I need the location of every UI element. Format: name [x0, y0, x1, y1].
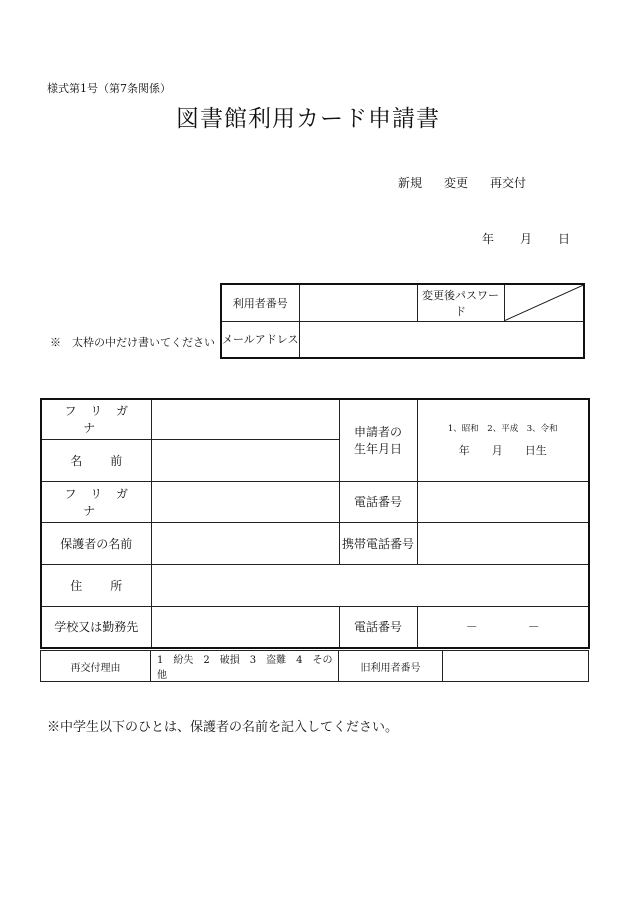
bold-frame-note: ※ 太枠の中だけ書いてください — [50, 336, 215, 349]
form-reference: 様式第1号（第7条関係） — [47, 82, 171, 95]
date-day-label: 日 — [558, 232, 571, 246]
password-crossed-field — [504, 284, 584, 321]
school-phone-field[interactable] — [417, 606, 589, 648]
address-label: 住所 — [41, 564, 151, 606]
address-field[interactable] — [151, 564, 589, 606]
birth-day-label: 日生 — [524, 444, 547, 458]
guardian-furigana-field[interactable] — [151, 481, 339, 522]
phone-label: 電話番号 — [339, 481, 417, 522]
reissue-table — [40, 650, 589, 682]
type-reissue[interactable]: 再交付 — [490, 176, 527, 190]
guardian-footnote: ※中学生以下のひとは、保護者の名前を記入してください。 — [47, 720, 399, 735]
furigana-label: フリガナ — [41, 399, 151, 439]
birthdate-field[interactable] — [417, 399, 589, 481]
school-work-label: 学校又は勤務先 — [41, 606, 151, 648]
name-field[interactable] — [151, 439, 339, 481]
birth-month-label: 月 — [491, 444, 503, 458]
date-month-label: 月 — [520, 232, 533, 246]
reissue-reason-label: 再交付理由 — [41, 651, 151, 682]
applicant-info-table — [40, 398, 590, 649]
phone-dash-2: － — [527, 620, 540, 635]
name-label: 名前 — [41, 439, 151, 481]
old-user-number-label: 旧利用者番号 — [339, 651, 443, 682]
new-password-label: 変更後パスワード — [417, 284, 504, 321]
email-field[interactable] — [299, 321, 584, 358]
application-type-options — [398, 174, 526, 191]
phone-dash-1: － — [465, 620, 478, 635]
application-date — [482, 230, 570, 247]
reissue-reason-options[interactable]: 1 紛失 2 破損 3 盗難 4 その他 — [151, 651, 339, 682]
email-label: メールアドレス — [221, 321, 299, 358]
mobile-phone-field[interactable] — [417, 522, 589, 564]
user-number-field[interactable] — [299, 284, 417, 321]
furigana-field[interactable] — [151, 399, 339, 439]
old-user-number-field[interactable] — [443, 651, 589, 682]
type-new[interactable]: 新規 — [398, 176, 423, 190]
mobile-phone-label: 携帯電話番号 — [339, 522, 417, 564]
page-title: 図書館利用カード申請書 — [176, 106, 440, 132]
guardian-name-field[interactable] — [151, 522, 339, 564]
era-options[interactable]: 1、昭和 2、平成 3、令和 — [447, 424, 558, 435]
date-year-label: 年 — [482, 232, 495, 246]
birth-year-label: 年 — [458, 444, 470, 458]
school-phone-label: 電話番号 — [339, 606, 417, 648]
user-number-label: 利用者番号 — [221, 284, 299, 321]
account-info-table — [220, 283, 585, 359]
guardian-furigana-label: フリガナ — [41, 481, 151, 522]
type-change[interactable]: 変更 — [444, 176, 469, 190]
applicant-birthdate-label: 申請者の 生年月日 — [339, 399, 417, 481]
phone-field[interactable] — [417, 481, 589, 522]
guardian-name-label: 保護者の名前 — [41, 522, 151, 564]
school-work-field[interactable] — [151, 606, 339, 648]
